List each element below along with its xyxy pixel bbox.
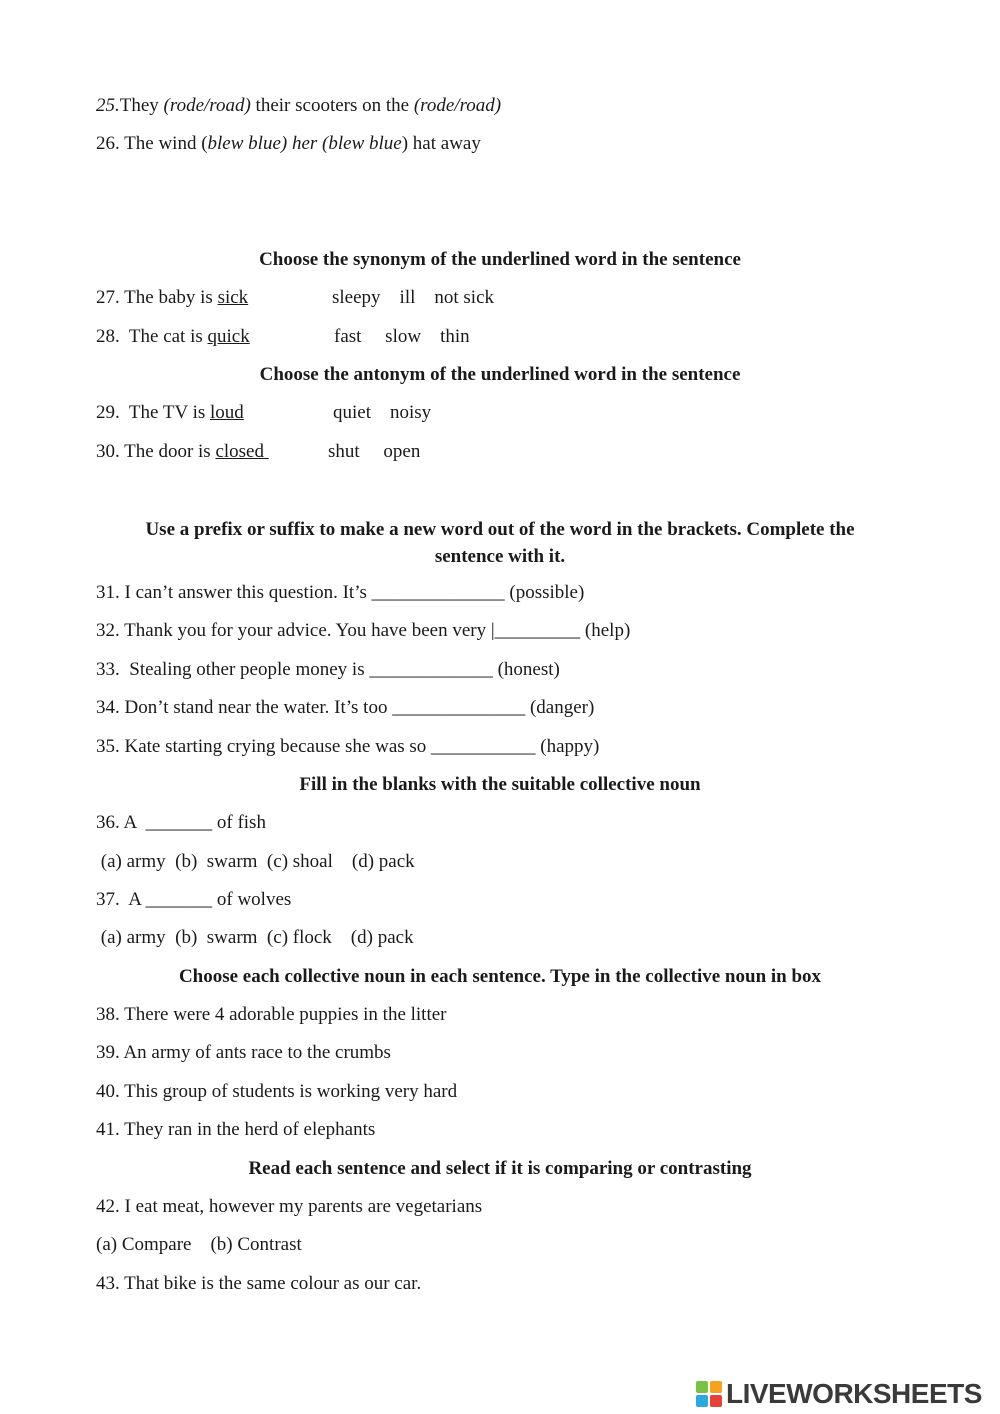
underlined-word: closed xyxy=(215,441,269,462)
question-26: 26. The wind (blew blue) her (blew blue) hat away xyxy=(96,133,481,154)
question-29: 29. The TV is loud xyxy=(96,402,244,423)
question-27: 27. The baby is sick xyxy=(96,287,249,308)
question-35[interactable]: 35. Kate starting crying because she was so ___________ (happy) xyxy=(96,736,600,757)
affix-heading: Use a prefix or suffix to make a new word out of the word in the brackets. Complete the sentence with it. xyxy=(145,519,855,567)
liveworksheets-icon xyxy=(696,1381,722,1407)
compare-heading: Read each sentence and select if it is comparing or contrasting xyxy=(248,1158,752,1179)
q42-options[interactable]: (a) Compare (b) Contrast xyxy=(96,1234,302,1255)
question-43: 43. That bike is the same colour as our car. xyxy=(96,1273,422,1294)
underlined-word: loud xyxy=(210,402,244,423)
question-41[interactable]: 41. They ran in the herd of elephants xyxy=(96,1119,376,1140)
question-32[interactable]: 32. Thank you for your advice. You have been very |_________ (help) xyxy=(96,620,631,641)
question-33[interactable]: 33. Stealing other people money is _____________ (honest) xyxy=(96,659,560,680)
question-34[interactable]: 34. Don’t stand near the water. It’s too ______________ (danger) xyxy=(96,697,595,718)
question-40[interactable]: 40. This group of students is working very hard xyxy=(96,1081,458,1102)
question-39[interactable]: 39. An army of ants race to the crumbs xyxy=(96,1042,391,1063)
antonym-heading: Choose the antonym of the underlined word in the sentence xyxy=(259,364,741,385)
q27-options[interactable]: sleepy ill not sick xyxy=(332,287,495,308)
q37-options[interactable]: (a) army (b) swarm (c) flock (d) pack xyxy=(96,927,414,948)
underlined-word: quick xyxy=(207,326,250,347)
question-38[interactable]: 38. There were 4 adorable puppies in the litter xyxy=(96,1004,447,1025)
q36-options[interactable]: (a) army (b) swarm (c) shoal (d) pack xyxy=(96,851,415,872)
q29-options[interactable]: quiet noisy xyxy=(333,402,432,423)
question-42: 42. I eat meat, however my parents are vegetarians xyxy=(96,1196,483,1217)
q28-options[interactable]: fast slow thin xyxy=(334,326,470,347)
question-37[interactable]: 37. A _______ of wolves xyxy=(96,889,292,910)
synonym-heading: Choose the synonym of the underlined word in the sentence xyxy=(259,249,741,270)
question-25: 25.They (rode/road) their scooters on the (rode/road) xyxy=(96,95,502,116)
question-31[interactable]: 31. I can’t answer this question. It’s ______________ (possible) xyxy=(96,582,585,603)
choose-collective-heading: Choose each collective noun in each sentence. Type in the collective noun in box xyxy=(178,966,822,987)
liveworksheets-logo xyxy=(696,1374,996,1414)
q30-options[interactable]: shut open xyxy=(328,441,421,462)
collective-heading: Fill in the blanks with the suitable collective noun xyxy=(299,774,701,795)
brand-name: LIVEWORKSHEETS xyxy=(726,1378,982,1409)
question-36[interactable]: 36. A _______ of fish xyxy=(96,812,266,833)
question-28: 28. The cat is quick xyxy=(96,326,250,347)
q25-number: 25. xyxy=(96,95,120,116)
question-30: 30. The door is closed xyxy=(96,441,269,462)
underlined-word: sick xyxy=(217,287,249,308)
